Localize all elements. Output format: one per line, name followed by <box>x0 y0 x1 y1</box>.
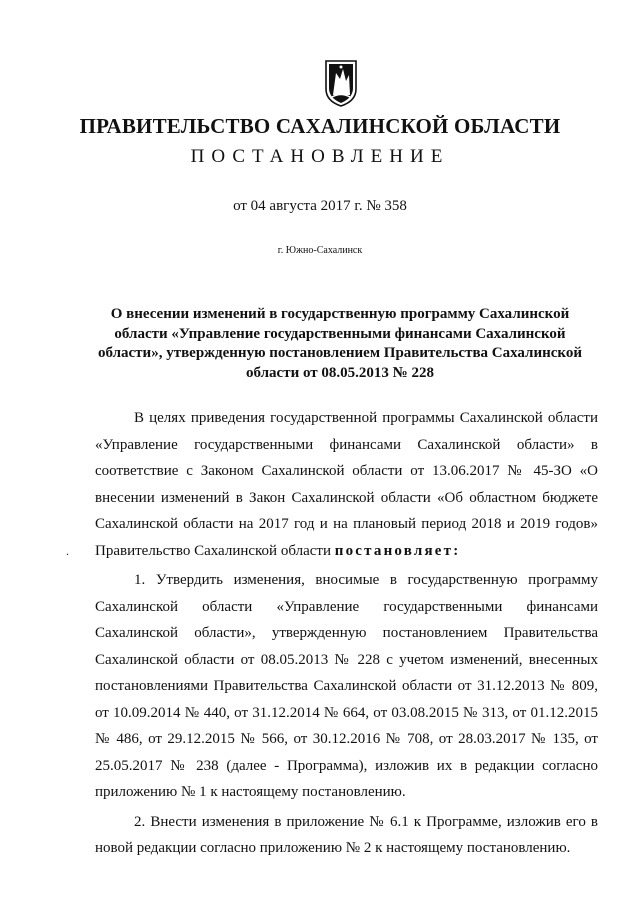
preamble-text: В целях приведения государственной программы Сахалинской области «Управление государственными финансами Сахалинской области» в соответствие с Законом Сахалинской области от 13.06.2017 № 45-ЗО «О внесении изменений в Закон Сахалинской области «Об областном бюджете Сахалинской области на 2017 год и на плановый период 2018 и 2019 годов» Правительство Сахалинской области <box>95 410 598 559</box>
item-1-paragraph: 1. Утвердить изменения, вносимые в государственную программу Сахалинской области «Управление государственными финансами Сахалинской области», утвержденную постановлением Правительства Сахалинской области от 08.05.2013 № 228 с учетом изменений, внесенных постановлениями Правительства Сахалинской области от 31.12.2013 № 809, от 10.09.2014 № 440, от 31.12.2014 № 664, от 03.08.2015 № 313, от 01.12.2015 № 486, от 29.12.2015 № 566, от 30.12.2016 № 708, от 28.03.2017 № 135, от 25.05.2017 № 238 (далее - Программа), изложив их в редакции согласно приложению № 1 к настоящему постановлению. <box>95 572 598 800</box>
document-subject: О внесении изменений в государственную программу Сахалинской области «Управление государственными финансами Сахалинской области», утвержденную постановлением Правительства Сахалинской области от 08.05.2013 № 228 <box>97 306 583 381</box>
preamble-paragraph <box>95 405 598 564</box>
city-line: г. Южно-Сахалинск <box>277 245 363 256</box>
document-body <box>95 405 598 862</box>
item-2-paragraph: 2. Внести изменения в приложение № 6.1 к Программе, изложив его в новой редакции согласно приложению № 2 к настоящему постановлению. <box>95 813 598 856</box>
document-type: ПОСТАНОВЛЕНИЕ <box>190 146 450 167</box>
margin-mark: . <box>66 544 69 558</box>
decree-word: постановляет: <box>334 542 461 559</box>
document-date-number: от 04 августа 2017 г. № 358 <box>233 198 407 214</box>
coat-of-arms-emblem-icon <box>324 59 358 107</box>
government-title: ПРАВИТЕЛЬСТВО САХАЛИНСКОЙ ОБЛАСТИ <box>79 114 561 138</box>
